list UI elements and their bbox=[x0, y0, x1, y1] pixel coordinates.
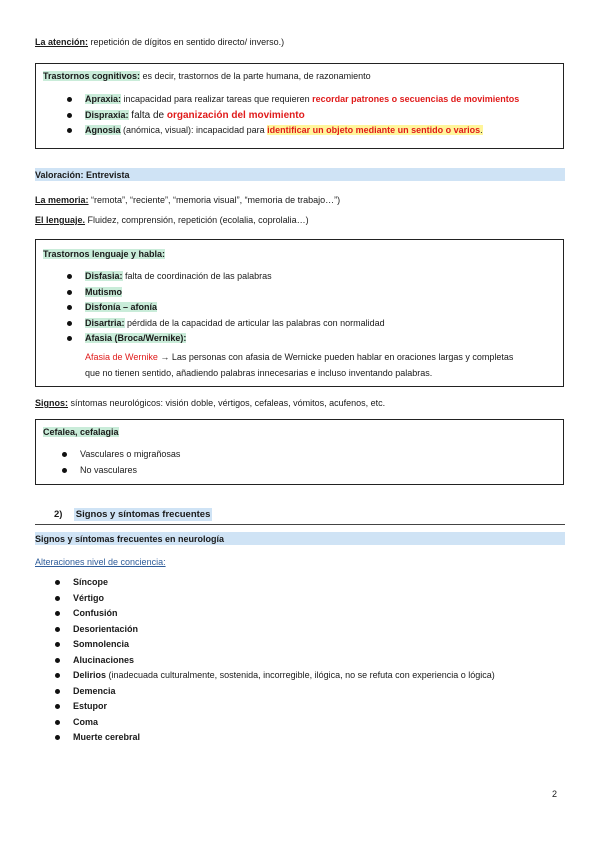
list-item bbox=[55, 699, 495, 715]
atencion-label: La atención: bbox=[35, 37, 89, 47]
list-item bbox=[55, 684, 495, 700]
list-item bbox=[55, 668, 495, 684]
bullet-icon bbox=[55, 627, 60, 632]
list-item bbox=[67, 123, 519, 139]
dispraxia-red: organización del movimiento bbox=[166, 109, 305, 121]
list-item bbox=[55, 622, 495, 638]
bullet-icon bbox=[55, 642, 60, 647]
bullet-icon bbox=[67, 97, 72, 102]
bullet-icon bbox=[62, 468, 67, 473]
bullet-icon bbox=[55, 673, 60, 678]
section-2-number: 2) bbox=[54, 509, 63, 520]
bullet-icon bbox=[55, 611, 60, 616]
cognitivos-title-rest: es decir, trastornos de la parte humana, de razonamiento bbox=[140, 71, 371, 81]
estupor-label: Estupor bbox=[73, 701, 108, 711]
conciencia-title: Alteraciones nivel de conciencia: bbox=[35, 557, 166, 567]
list-item bbox=[67, 285, 385, 301]
bullet-icon bbox=[67, 305, 72, 310]
vertigo-label: Vértigo bbox=[73, 592, 105, 603]
frecuentes-title: Signos y síntomas frecuentes en neurología bbox=[35, 534, 225, 544]
wernicke-line-2 bbox=[85, 366, 432, 380]
section-2-heading bbox=[54, 509, 212, 521]
list-item bbox=[62, 447, 180, 463]
atencion-line bbox=[35, 36, 284, 48]
trastornos-lenguaje-title: Trastornos lenguaje y habla: bbox=[43, 249, 166, 259]
list-item bbox=[55, 606, 495, 622]
bullet-icon bbox=[62, 452, 67, 457]
apraxia-text: incapacidad para realizar tareas que requieren bbox=[121, 94, 313, 104]
list-item bbox=[67, 300, 385, 316]
page-number: 2 bbox=[552, 789, 558, 799]
agnosia-label: Agnosia bbox=[85, 125, 121, 135]
signos-label: Signos: bbox=[35, 398, 68, 408]
bullet-icon bbox=[55, 720, 60, 725]
bullet-icon bbox=[67, 113, 72, 118]
delirios-text: (inadecuada culturalmente, sostenida, incorregible, ilógica, no se refuta con experiencia o lógica) bbox=[106, 670, 495, 680]
lenguaje-box bbox=[35, 239, 564, 387]
somnolencia-label: Somnolencia bbox=[73, 639, 130, 649]
cognitivos-title-line bbox=[43, 70, 371, 82]
cefalea-item-1: Vasculares o migrañosas bbox=[80, 449, 181, 459]
disfasia-label: Disfasia: bbox=[85, 271, 123, 281]
cefalea-title-line bbox=[43, 426, 119, 438]
section-2-title: Signos y síntomas frecuentes bbox=[75, 509, 211, 520]
coma-label: Coma bbox=[73, 716, 99, 727]
confusion-label: Confusión bbox=[73, 608, 118, 618]
wernicke-label: Afasia de Wernike bbox=[85, 352, 158, 362]
list-item bbox=[55, 575, 495, 591]
apraxia-red: recordar patrones o secuencias de movimientos bbox=[312, 94, 520, 104]
section-divider bbox=[35, 524, 565, 525]
bullet-icon bbox=[67, 290, 72, 295]
cefalea-list bbox=[62, 447, 180, 478]
disartria-label: Disartria: bbox=[85, 317, 125, 328]
bullet-icon bbox=[67, 274, 72, 279]
bullet-icon bbox=[55, 735, 60, 740]
arrow-right-icon: → bbox=[157, 352, 172, 362]
list-item bbox=[62, 463, 180, 479]
cognitivos-box bbox=[35, 63, 564, 149]
agnosia-end: . bbox=[480, 125, 483, 135]
wernicke-text-1: Las personas con afasia de Wernicke pueden hablar en oraciones largas y completas bbox=[171, 352, 514, 362]
memoria-line bbox=[35, 194, 340, 206]
delirios-label: Delirios bbox=[73, 670, 107, 680]
wernicke-text-2: que no tienen sentido, añadiendo palabras innecesarias e incluso inventando palabras. bbox=[85, 368, 433, 378]
disfonia-label: Disfonía – afonía bbox=[85, 302, 158, 312]
list-item bbox=[67, 269, 385, 285]
bullet-icon bbox=[55, 689, 60, 694]
memoria-label: La memoria: bbox=[35, 195, 89, 205]
cefalea-item-2: No vasculares bbox=[80, 464, 138, 475]
bullet-icon bbox=[67, 336, 72, 341]
list-item bbox=[67, 331, 385, 347]
apraxia-label: Apraxia: bbox=[85, 94, 122, 104]
list-item bbox=[67, 108, 519, 124]
wernicke-line-1 bbox=[85, 350, 513, 364]
dispraxia-text: falta de bbox=[128, 109, 167, 121]
agnosia-text: (anómica, visual): incapacidad para bbox=[120, 125, 268, 135]
lenguaje-label: El lenguaje. bbox=[35, 215, 86, 225]
list-item bbox=[55, 653, 495, 669]
conciencia-list bbox=[55, 575, 495, 746]
dispraxia-label: Dispraxia: bbox=[85, 109, 129, 120]
lenguaje-list bbox=[67, 269, 385, 347]
cognitivos-title: Trastornos cognitivos: bbox=[43, 71, 141, 81]
lenguaje-line bbox=[35, 214, 309, 226]
alucinaciones-label: Alucinaciones bbox=[73, 654, 135, 665]
bullet-icon bbox=[67, 128, 72, 133]
lenguaje-text: Fluidez, comprensión, repetición (ecolalia, coprolalia…) bbox=[85, 215, 309, 225]
atencion-text: repetición de dígitos en sentido directo/ inverso.) bbox=[88, 37, 285, 47]
lenguaje-box-title bbox=[43, 248, 165, 260]
list-item bbox=[55, 715, 495, 731]
bullet-icon bbox=[67, 321, 72, 326]
signos-text: síntomas neurológicos: visión doble, vértigos, cefaleas, vómitos, acufenos, etc. bbox=[68, 398, 386, 408]
list-item bbox=[67, 316, 385, 332]
list-item bbox=[67, 92, 519, 108]
list-item bbox=[55, 591, 495, 607]
disartria-text: pérdida de la capacidad de articular las palabras con normalidad bbox=[124, 317, 385, 328]
cefalea-box bbox=[35, 419, 564, 485]
list-item bbox=[55, 637, 495, 653]
list-item bbox=[55, 730, 495, 746]
mutismo-label: Mutismo bbox=[85, 286, 122, 297]
disfasia-text: falta de coordinación de las palabras bbox=[122, 271, 272, 281]
sincope-label: Síncope bbox=[73, 577, 109, 587]
valoracion-title: Valoración: Entrevista bbox=[35, 170, 130, 180]
bullet-icon bbox=[55, 580, 60, 585]
cefalea-title: Cefalea, cefalagia bbox=[43, 427, 119, 437]
signos-line bbox=[35, 397, 385, 409]
afasia-label: Afasia (Broca/Wernike): bbox=[85, 333, 187, 343]
memoria-text: “remota”, “reciente”, “memoria visual”, “memoria de trabajo…”) bbox=[88, 195, 341, 205]
bullet-icon bbox=[55, 704, 60, 709]
bullet-icon bbox=[55, 596, 60, 601]
demencia-label: Demencia bbox=[73, 685, 116, 696]
muerte-cerebral-label: Muerte cerebral bbox=[73, 732, 141, 742]
agnosia-red: identificar un objeto mediante un sentido o varios bbox=[267, 125, 481, 135]
desorientacion-label: Desorientación bbox=[73, 623, 139, 634]
cognitivos-list bbox=[67, 92, 519, 139]
bullet-icon bbox=[55, 658, 60, 663]
